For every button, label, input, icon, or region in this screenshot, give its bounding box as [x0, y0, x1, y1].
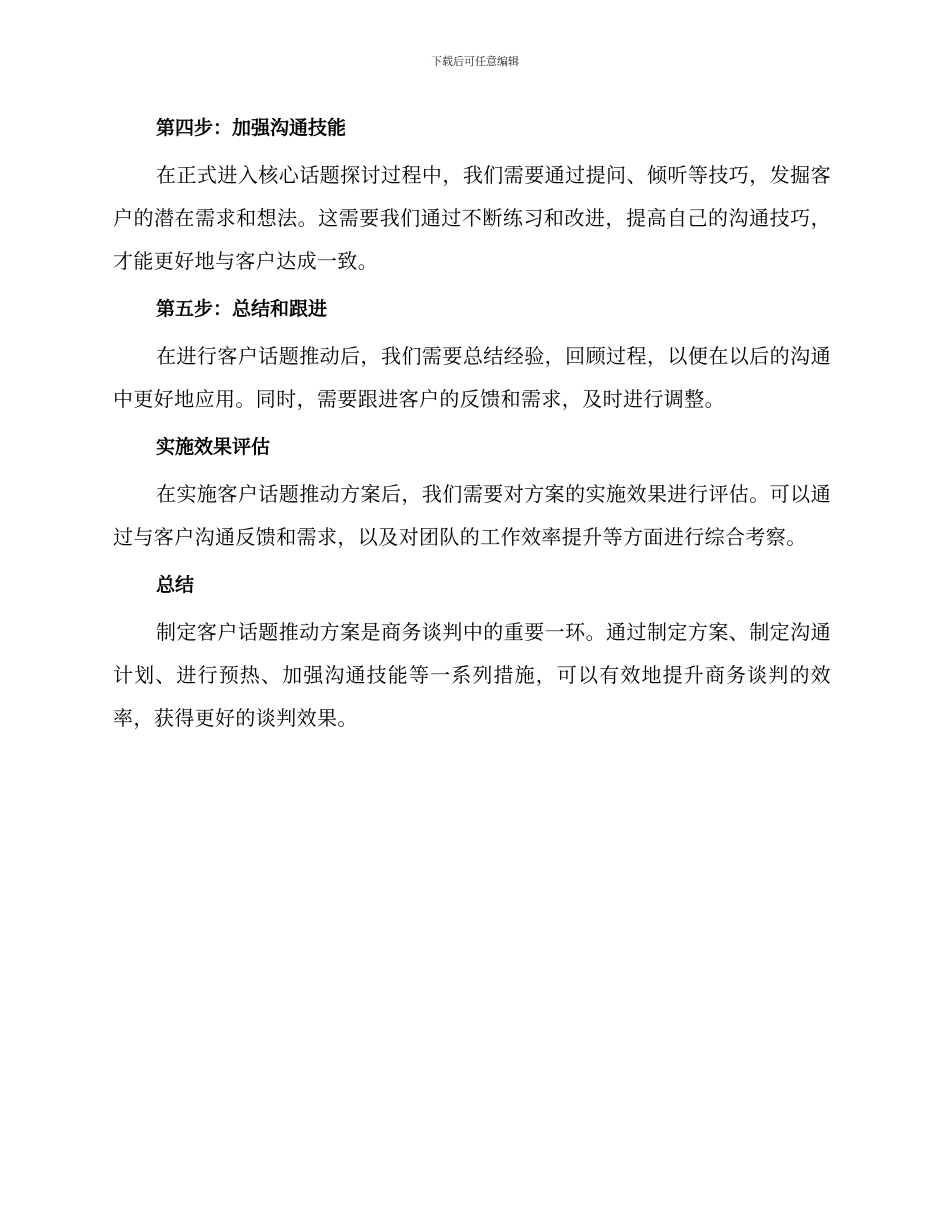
section-paragraph-evaluation: 在实施客户话题推动方案后，我们需要对方案的实施效果进行评估。可以通过与客户沟通反馈和需求，以及对团队的工作效率提升等方面进行综合考察。: [113, 482, 831, 549]
section-heading-step-four: 第四步：加强沟通技能: [156, 117, 347, 139]
section-heading-evaluation: 实施效果评估: [156, 436, 271, 458]
document-body: [113, 108, 831, 746]
section-paragraph-step-five: 在进行客户话题推动后，我们需要总结经验，回顾过程，以便在以后的沟通中更好地应用。同时，需要跟进客户的反馈和需求，及时进行调整。: [113, 344, 831, 411]
page-header: 下载后可任意编辑: [431, 55, 519, 68]
section-paragraph-summary: 制定客户话题推动方案是商务谈判中的重要一环。通过制定方案、制定沟通计划、进行预热、加强沟通技能等一系列措施，可以有效地提升商务谈判的效率，获得更好的谈判效果。: [113, 620, 831, 730]
section-heading-step-five: 第五步：总结和跟进: [156, 298, 328, 320]
section-paragraph-step-four: 在正式进入核心话题探讨过程中，我们需要通过提问、倾听等技巧，发掘客户的潜在需求和想法。这需要我们通过不断练习和改进，提高自己的沟通技巧，才能更好地与客户达成一致。: [113, 163, 831, 273]
section-heading-summary: 总结: [156, 574, 195, 596]
